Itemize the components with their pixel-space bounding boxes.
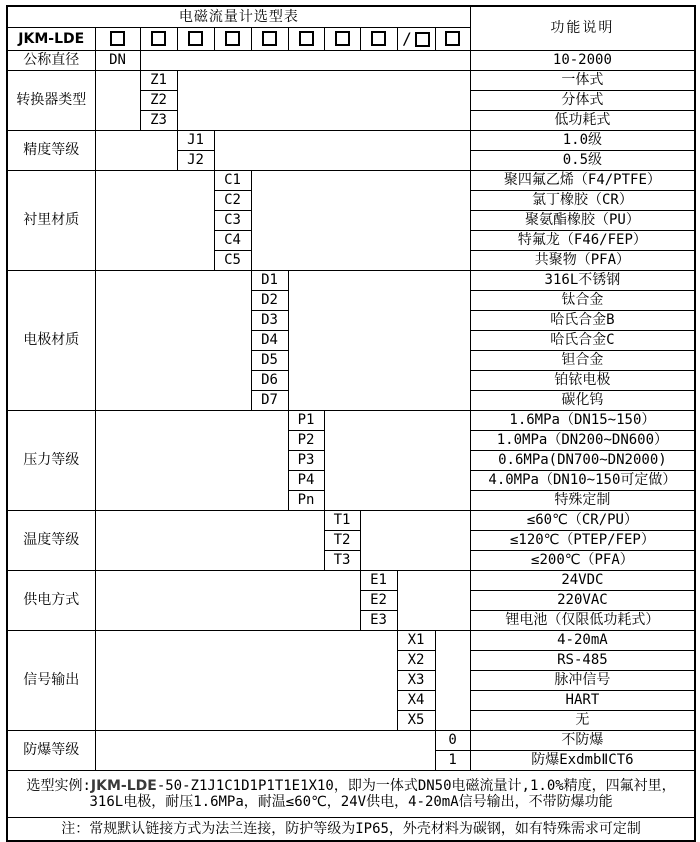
desc-cell: ≤200℃（PFA） (470, 551, 695, 571)
code-cell: X5 (397, 711, 435, 731)
code-cell: E1 (360, 571, 397, 591)
code-cell: T3 (324, 551, 360, 571)
code-cell: DN (95, 51, 140, 71)
table-title: 电磁流量计选型表 (7, 6, 470, 28)
code-cell: Z1 (140, 71, 177, 91)
desc-cell: 0.6MPa(DN700~DN2000) (470, 451, 695, 471)
category-label: 衬里材质 (7, 171, 95, 271)
model-prefix: JKM-LDE (7, 28, 95, 51)
note-row (7, 818, 695, 842)
title-row (7, 6, 695, 28)
spacer-cell (95, 131, 177, 171)
example-line-1 (8, 778, 694, 794)
desc-cell: 分体式 (470, 91, 695, 111)
desc-cell: 聚四氟乙烯（F4/PTFE） (470, 171, 695, 191)
spacer-cell (435, 631, 470, 731)
example-model: JKM-LDE (90, 777, 157, 794)
spacer-cell (288, 271, 470, 411)
option-row (7, 511, 695, 531)
code-cell: Z3 (140, 111, 177, 131)
code-cell: D2 (251, 291, 288, 311)
selection-example (7, 771, 695, 818)
option-row (7, 631, 695, 651)
option-row (7, 71, 695, 91)
option-row (7, 411, 695, 431)
model-digit-cell-5 (251, 28, 288, 51)
desc-cell: ≤60℃（CR/PU） (470, 511, 695, 531)
code-cell: Pn (288, 491, 324, 511)
desc-cell: 0.5级 (470, 151, 695, 171)
desc-cell: 1.0MPa（DN200~DN600） (470, 431, 695, 451)
code-cell: X2 (397, 651, 435, 671)
code-cell: Z2 (140, 91, 177, 111)
checkbox-icon[interactable] (445, 31, 460, 46)
desc-cell: 钛合金 (470, 291, 695, 311)
spacer-cell (95, 731, 435, 771)
spacer-cell (324, 411, 470, 511)
category-label: 防爆等级 (7, 731, 95, 771)
code-cell: T1 (324, 511, 360, 531)
desc-cell: 24VDC (470, 571, 695, 591)
category-label: 精度等级 (7, 131, 95, 171)
note-text: 注：常规默认链接方式为法兰连接，防护等级为IP65，外壳材料为碳钢，如有特殊需求可定制 (7, 818, 695, 842)
checkbox-icon[interactable] (110, 31, 125, 46)
category-label: 信号输出 (7, 631, 95, 731)
desc-cell: 钽合金 (470, 351, 695, 371)
model-digit-cell-3 (177, 28, 214, 51)
desc-cell: RS-485 (470, 651, 695, 671)
desc-cell: 哈氏合金B (470, 311, 695, 331)
spacer-cell (214, 131, 470, 171)
code-cell: E3 (360, 611, 397, 631)
model-digit-cell-2 (140, 28, 177, 51)
option-row (7, 131, 695, 151)
code-cell: P1 (288, 411, 324, 431)
desc-cell: 锂电池（仅限低功耗式） (470, 611, 695, 631)
example-line-2: 316L电极，耐压1.6MPa，耐温≤60℃，24V供电，4-20mA信号输出，不带防爆功能 (89, 794, 613, 810)
code-cell: 0 (435, 731, 470, 751)
desc-cell: 低功耗式 (470, 111, 695, 131)
option-row (7, 731, 695, 751)
checkbox-icon[interactable] (225, 31, 240, 46)
code-cell: J2 (177, 151, 214, 171)
code-cell: X4 (397, 691, 435, 711)
desc-cell: 氯丁橡胶（CR） (470, 191, 695, 211)
spacer-cell (360, 511, 470, 571)
desc-cell: 哈氏合金C (470, 331, 695, 351)
code-cell: E2 (360, 591, 397, 611)
code-cell: C4 (214, 231, 251, 251)
code-cell: P2 (288, 431, 324, 451)
checkbox-icon[interactable] (335, 31, 350, 46)
code-cell: D4 (251, 331, 288, 351)
code-cell: J1 (177, 131, 214, 151)
spacer-cell (95, 511, 324, 571)
desc-cell: 聚氨酯橡胶（PU） (470, 211, 695, 231)
spacer-cell (397, 571, 470, 631)
desc-cell: 10-2000 (470, 51, 695, 71)
checkbox-icon[interactable] (371, 31, 386, 46)
spacer-cell (95, 411, 288, 511)
checkbox-icon[interactable] (262, 31, 277, 46)
desc-cell: 4-20mA (470, 631, 695, 651)
desc-cell: 4.0MPa（DN10~150可定做） (470, 471, 695, 491)
model-digit-cell-8 (360, 28, 397, 51)
desc-cell: 特氟龙（F46/FEP） (470, 231, 695, 251)
checkbox-icon[interactable] (151, 31, 166, 46)
model-digit-cell-4 (214, 28, 251, 51)
example-line1-rest: -50-Z1J1C1D1P1T1E1X10，即为一体式DN50电磁流量计,1.0%精度，四氟衬里， (156, 777, 676, 794)
code-cell: 1 (435, 751, 470, 771)
code-cell: C5 (214, 251, 251, 271)
model-digit-cell-10 (435, 28, 470, 51)
code-cell: D7 (251, 391, 288, 411)
code-cell: P4 (288, 471, 324, 491)
code-cell: T2 (324, 531, 360, 551)
desc-cell: 共聚物（PFA） (470, 251, 695, 271)
category-label: 电极材质 (7, 271, 95, 411)
option-row (7, 51, 695, 71)
code-cell: C1 (214, 171, 251, 191)
desc-cell: 特殊定制 (470, 491, 695, 511)
spacer-cell (95, 171, 214, 271)
option-row (7, 171, 695, 191)
checkbox-icon[interactable] (188, 31, 203, 46)
spacer-cell (95, 631, 397, 731)
category-label: 温度等级 (7, 511, 95, 571)
code-cell: D3 (251, 311, 288, 331)
slash-separator: / (402, 28, 412, 48)
desc-cell: ≤120℃（PTEP/FEP） (470, 531, 695, 551)
spacer-cell (95, 271, 251, 411)
spacer-cell (140, 51, 470, 71)
desc-cell: 防爆ExdmbⅡCT6 (470, 751, 695, 771)
model-digit-cell-1 (95, 28, 140, 51)
checkbox-icon[interactable] (299, 31, 314, 46)
category-label: 压力等级 (7, 411, 95, 511)
desc-cell: 一体式 (470, 71, 695, 91)
code-cell: C2 (214, 191, 251, 211)
spacer-cell (95, 71, 140, 131)
category-label: 公称直径 (7, 51, 95, 71)
model-digit-cell-9 (397, 28, 435, 51)
desc-cell: 无 (470, 711, 695, 731)
model-digit-cell-6 (288, 28, 324, 51)
desc-cell: 1.0级 (470, 131, 695, 151)
model-digit-cell-7 (324, 28, 360, 51)
spacer-cell (251, 171, 470, 271)
option-row (7, 571, 695, 591)
desc-cell: HART (470, 691, 695, 711)
selection-table (6, 5, 696, 842)
code-cell: D1 (251, 271, 288, 291)
desc-cell: 铂铱电极 (470, 371, 695, 391)
function-column-header: 功能说明 (470, 6, 695, 51)
desc-cell: 碳化钨 (470, 391, 695, 411)
example-prefix: 选型实例: (26, 777, 91, 794)
code-cell: X3 (397, 671, 435, 691)
desc-cell: 316L不锈钢 (470, 271, 695, 291)
desc-cell: 脉冲信号 (470, 671, 695, 691)
checkbox-icon[interactable] (415, 32, 430, 47)
code-cell: D6 (251, 371, 288, 391)
spacer-cell (177, 71, 470, 131)
desc-cell: 1.6MPa（DN15~150） (470, 411, 695, 431)
code-cell: P3 (288, 451, 324, 471)
desc-cell: 不防爆 (470, 731, 695, 751)
category-label: 供电方式 (7, 571, 95, 631)
selection-sheet (6, 5, 696, 842)
code-cell: D5 (251, 351, 288, 371)
spacer-cell (95, 571, 360, 631)
category-label: 转换器类型 (7, 71, 95, 131)
code-cell: C3 (214, 211, 251, 231)
option-row (7, 271, 695, 291)
example-row (7, 771, 695, 818)
desc-cell: 220VAC (470, 591, 695, 611)
code-cell: X1 (397, 631, 435, 651)
